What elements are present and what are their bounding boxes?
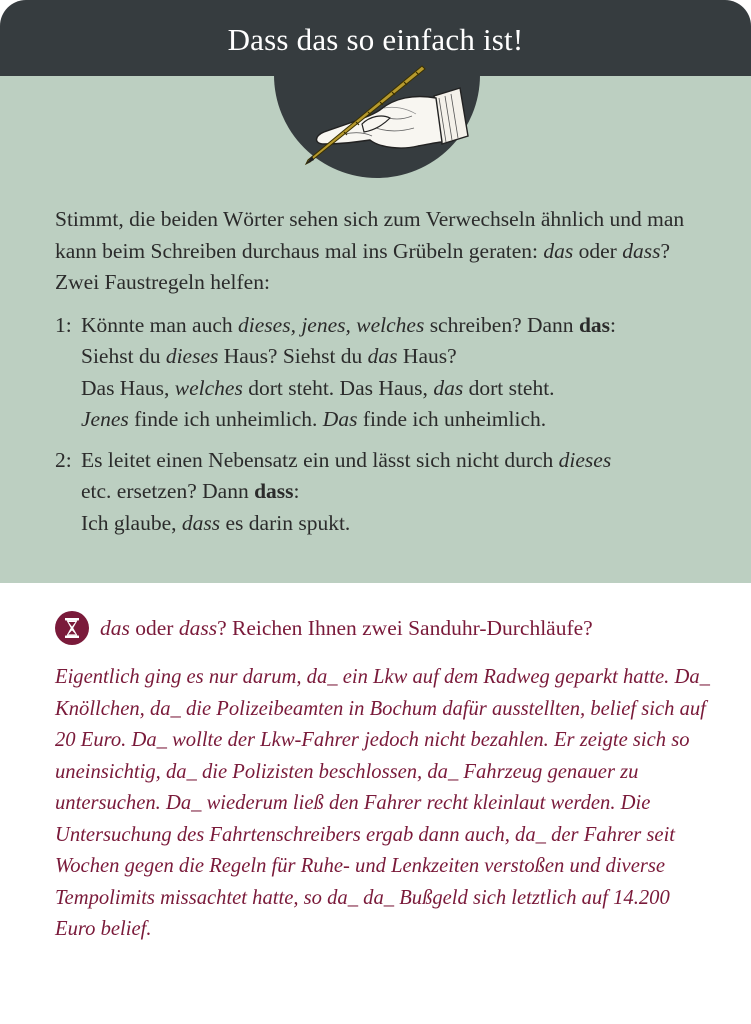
quiz-prompt: ? Reichen Ihnen zwei Sanduhr-Durchläufe? [217,615,593,640]
card-title: Dass das so einfach ist! [227,22,524,57]
intro-tail: ? Zwei Faustregeln helfen: [55,238,670,294]
rule-2 [55,445,715,540]
rule-2-text: Es leitet einen Nebensatz ein und lässt sich nicht durch [81,447,559,472]
intro-dass: dass [622,238,661,263]
example-text: finde ich unheimlich. [357,407,547,431]
quiz-das: das [100,615,130,640]
example-text: Haus? [397,344,457,368]
rule-1 [55,310,715,436]
intro-text: Stimmt, die beiden Wörter sehen sich zum Verwechseln ähnlich und man kann beim Schreiben durchaus mal ins Grübeln geraten: [55,207,685,263]
example-word: dieses [165,344,219,368]
rule-1-body [81,310,715,436]
example-word: Jenes [81,407,129,431]
rule-2-text: etc. ersetzen? Dann [81,479,255,503]
example-text: dort steht. Das Haus, [242,375,434,400]
rule-1-pronouns: dieses, jenes, welches [238,312,425,337]
example-word: das [433,375,464,400]
rule-2-answer: dass [254,479,294,503]
rule-1-number: 1: [55,312,72,337]
rule-2-number: 2: [55,447,72,472]
example-word: Das [322,407,358,431]
intro-das: das [543,238,574,263]
rule-1-colon: : [610,312,616,337]
example-text: Ich glaube, [81,510,182,535]
rule-2-pronoun: dieses [558,447,612,472]
rules-text [55,204,715,539]
example-text: Haus? Siehst du [218,344,368,368]
example-word: welches [174,375,243,400]
intro-oder: oder [573,238,623,263]
quiz-exercise-text: Eigentlich ging es nur darum, da_ ein Lkw auf dem Radweg geparkt hatte. Da_ Knöllchen, da_ die Polizeibeamten in Bochum dafür ausstellten, belief sich auf 20 Euro. Da_ wollte der Lkw-Fahrer jedoch nicht bezahlen. Er zeigte sich so uneinsichtig, da_ die Polizisten beschlossen, da_ Fahrzeug genauer zu untersuchen. Da_ wiederum ließ den Fahrer recht kleinlaut werden. Die Untersuchung des Fahrtenschreibers ergab dann auch, da_ der Fahrer seit Wochen gegen die Regeln für Ruhe- und Lenkzeiten verstoßen und diverse Tempolimits missachtet hatte, so da_ da_ Bußgeld sich letztlich auf 14.200 Euro belief. [55,666,710,940]
hourglass-icon [55,611,89,645]
rule-2-colon: : [293,479,300,503]
example-text: dort steht. [463,375,555,400]
rule-1-answer: das [578,312,611,337]
example-word: das [367,344,398,368]
example-word: dass [181,510,221,535]
example-text: Siehst du [81,344,166,368]
rule-2-body [81,445,715,540]
quiz-oder: oder [129,615,179,640]
quiz-dass: dass [178,615,218,640]
example-text: finde ich unheimlich. [128,407,323,431]
quiz-heading [55,611,735,645]
example-text: Das Haus, [81,375,175,400]
quiz-question [100,616,593,641]
rule-1-text: schreiben? Dann [424,312,579,337]
example-text: es darin spukt. [220,510,351,535]
rule-1-text: Könnte man auch [81,312,239,337]
writing-hand-icon [284,58,480,170]
intro-paragraph [55,204,715,299]
